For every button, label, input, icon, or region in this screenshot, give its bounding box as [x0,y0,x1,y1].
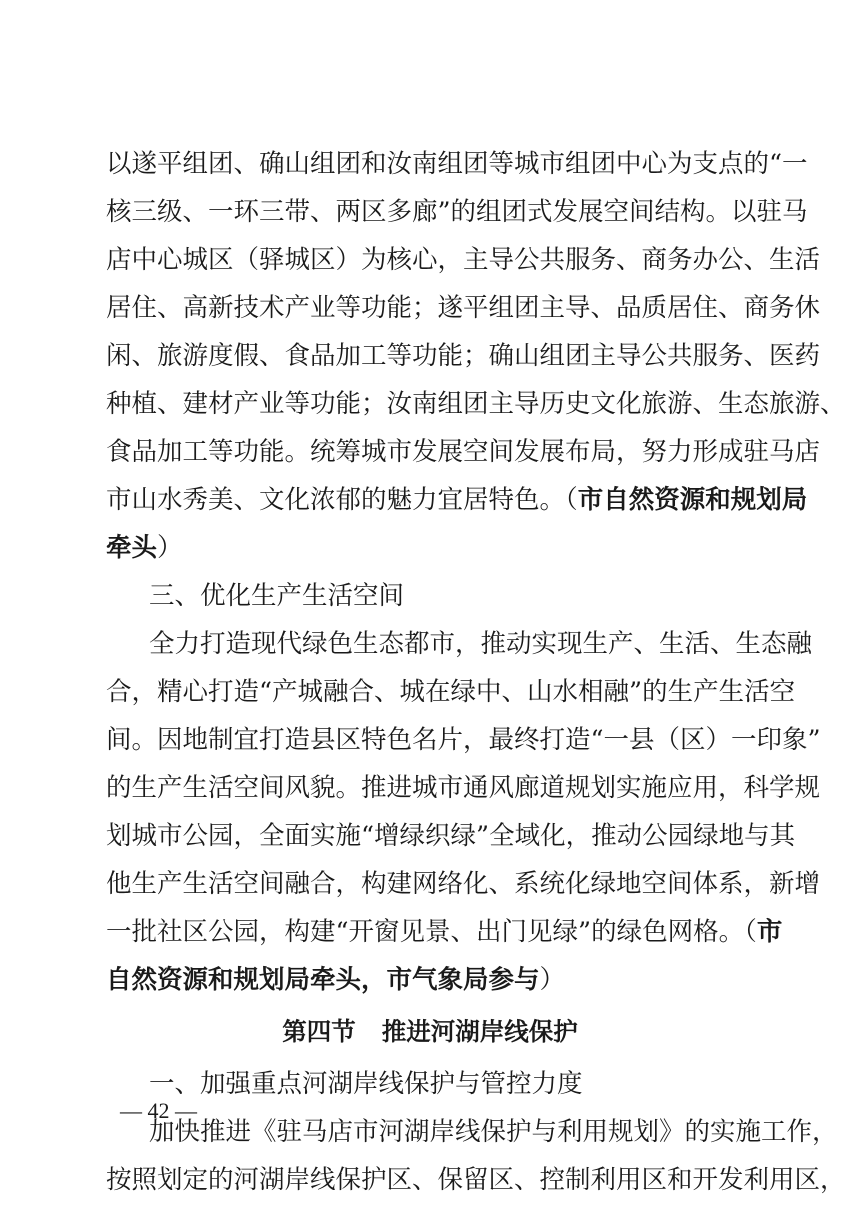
text-line: 划城市公园，全面实施“增绿织绿”全域化，推动公园绿地与其 [106,821,796,851]
text-run: ） [157,533,183,563]
lead-department: 自然资源和规划局牵头，市气象局参与 [106,965,540,995]
section-number: 第四节 [282,1017,356,1046]
text-line: 加快推进《驻马店市河湖岸线保护与利用规划》的实施工作， [149,1117,838,1147]
subheading: 三、优化生产生活空间 [149,581,405,611]
section-name: 推进河湖岸线保护 [381,1017,578,1046]
text-line: 全力打造现代绿色生态都市，推动实现生产、生活、生态融 [149,629,813,659]
text-line: 合，精心打造“产城融合、城在绿中、山水相融”的生产生活空 [106,677,796,707]
text-line: 食品加工等功能。统筹城市发展空间发展布局，努力形成驻马店 [106,437,821,467]
text-line [106,917,783,947]
page-number: — 42 — [120,1098,197,1123]
text-line: 间。因地制宜打造县区特色名片，最终打造“一县（区）一印象” [106,725,821,755]
text-line: 店中心城区（驿城区）为核心，主导公共服务、商务办公、生活 [106,245,821,275]
text-line: 居住、高新技术产业等功能；遂平组团主导、品质居住、商务休 [106,293,821,323]
subheading: 一、加强重点河湖岸线保护与管控力度 [149,1069,583,1099]
text-line: 他生产生活空间融合，构建网络化、系统化绿地空间体系，新增 [106,869,821,899]
text-line: 按照划定的河湖岸线保护区、保留区、控制利用区和开发利用区， [106,1165,846,1195]
text-run: ） [539,965,566,995]
text-line [106,965,750,995]
text-line: 核三级、一环三带、两区多廊”的组团式发展空间结构。以驻马 [106,197,808,227]
text-line: 的生产生活空间风貌。推进城市通风廊道规划实施应用，科学规 [106,773,821,803]
lead-department: 市自然资源和规划局 [577,485,808,515]
text-line: 闲、旅游度假、食品加工等功能；确山组团主导公共服务、医药 [106,341,821,371]
text-line [106,533,750,563]
text-line: 以遂平组团、确山组团和汝南组团等城市组团中心为支点的“一 [106,149,808,179]
section-title [0,1017,860,1046]
text-run: 市山水秀美、文化浓郁的魅力宜居特色。（ [106,485,578,515]
text-run: 一批社区公园，构建“开窗见景、出门见绿”的绿色网格。（ [106,917,757,947]
text-line: 种植、建材产业等功能；汝南组团主导历史文化旅游、生态旅游、 [106,389,846,419]
lead-department: 市 [756,917,783,947]
lead-department: 牵头 [106,533,158,563]
text-line [106,485,808,515]
